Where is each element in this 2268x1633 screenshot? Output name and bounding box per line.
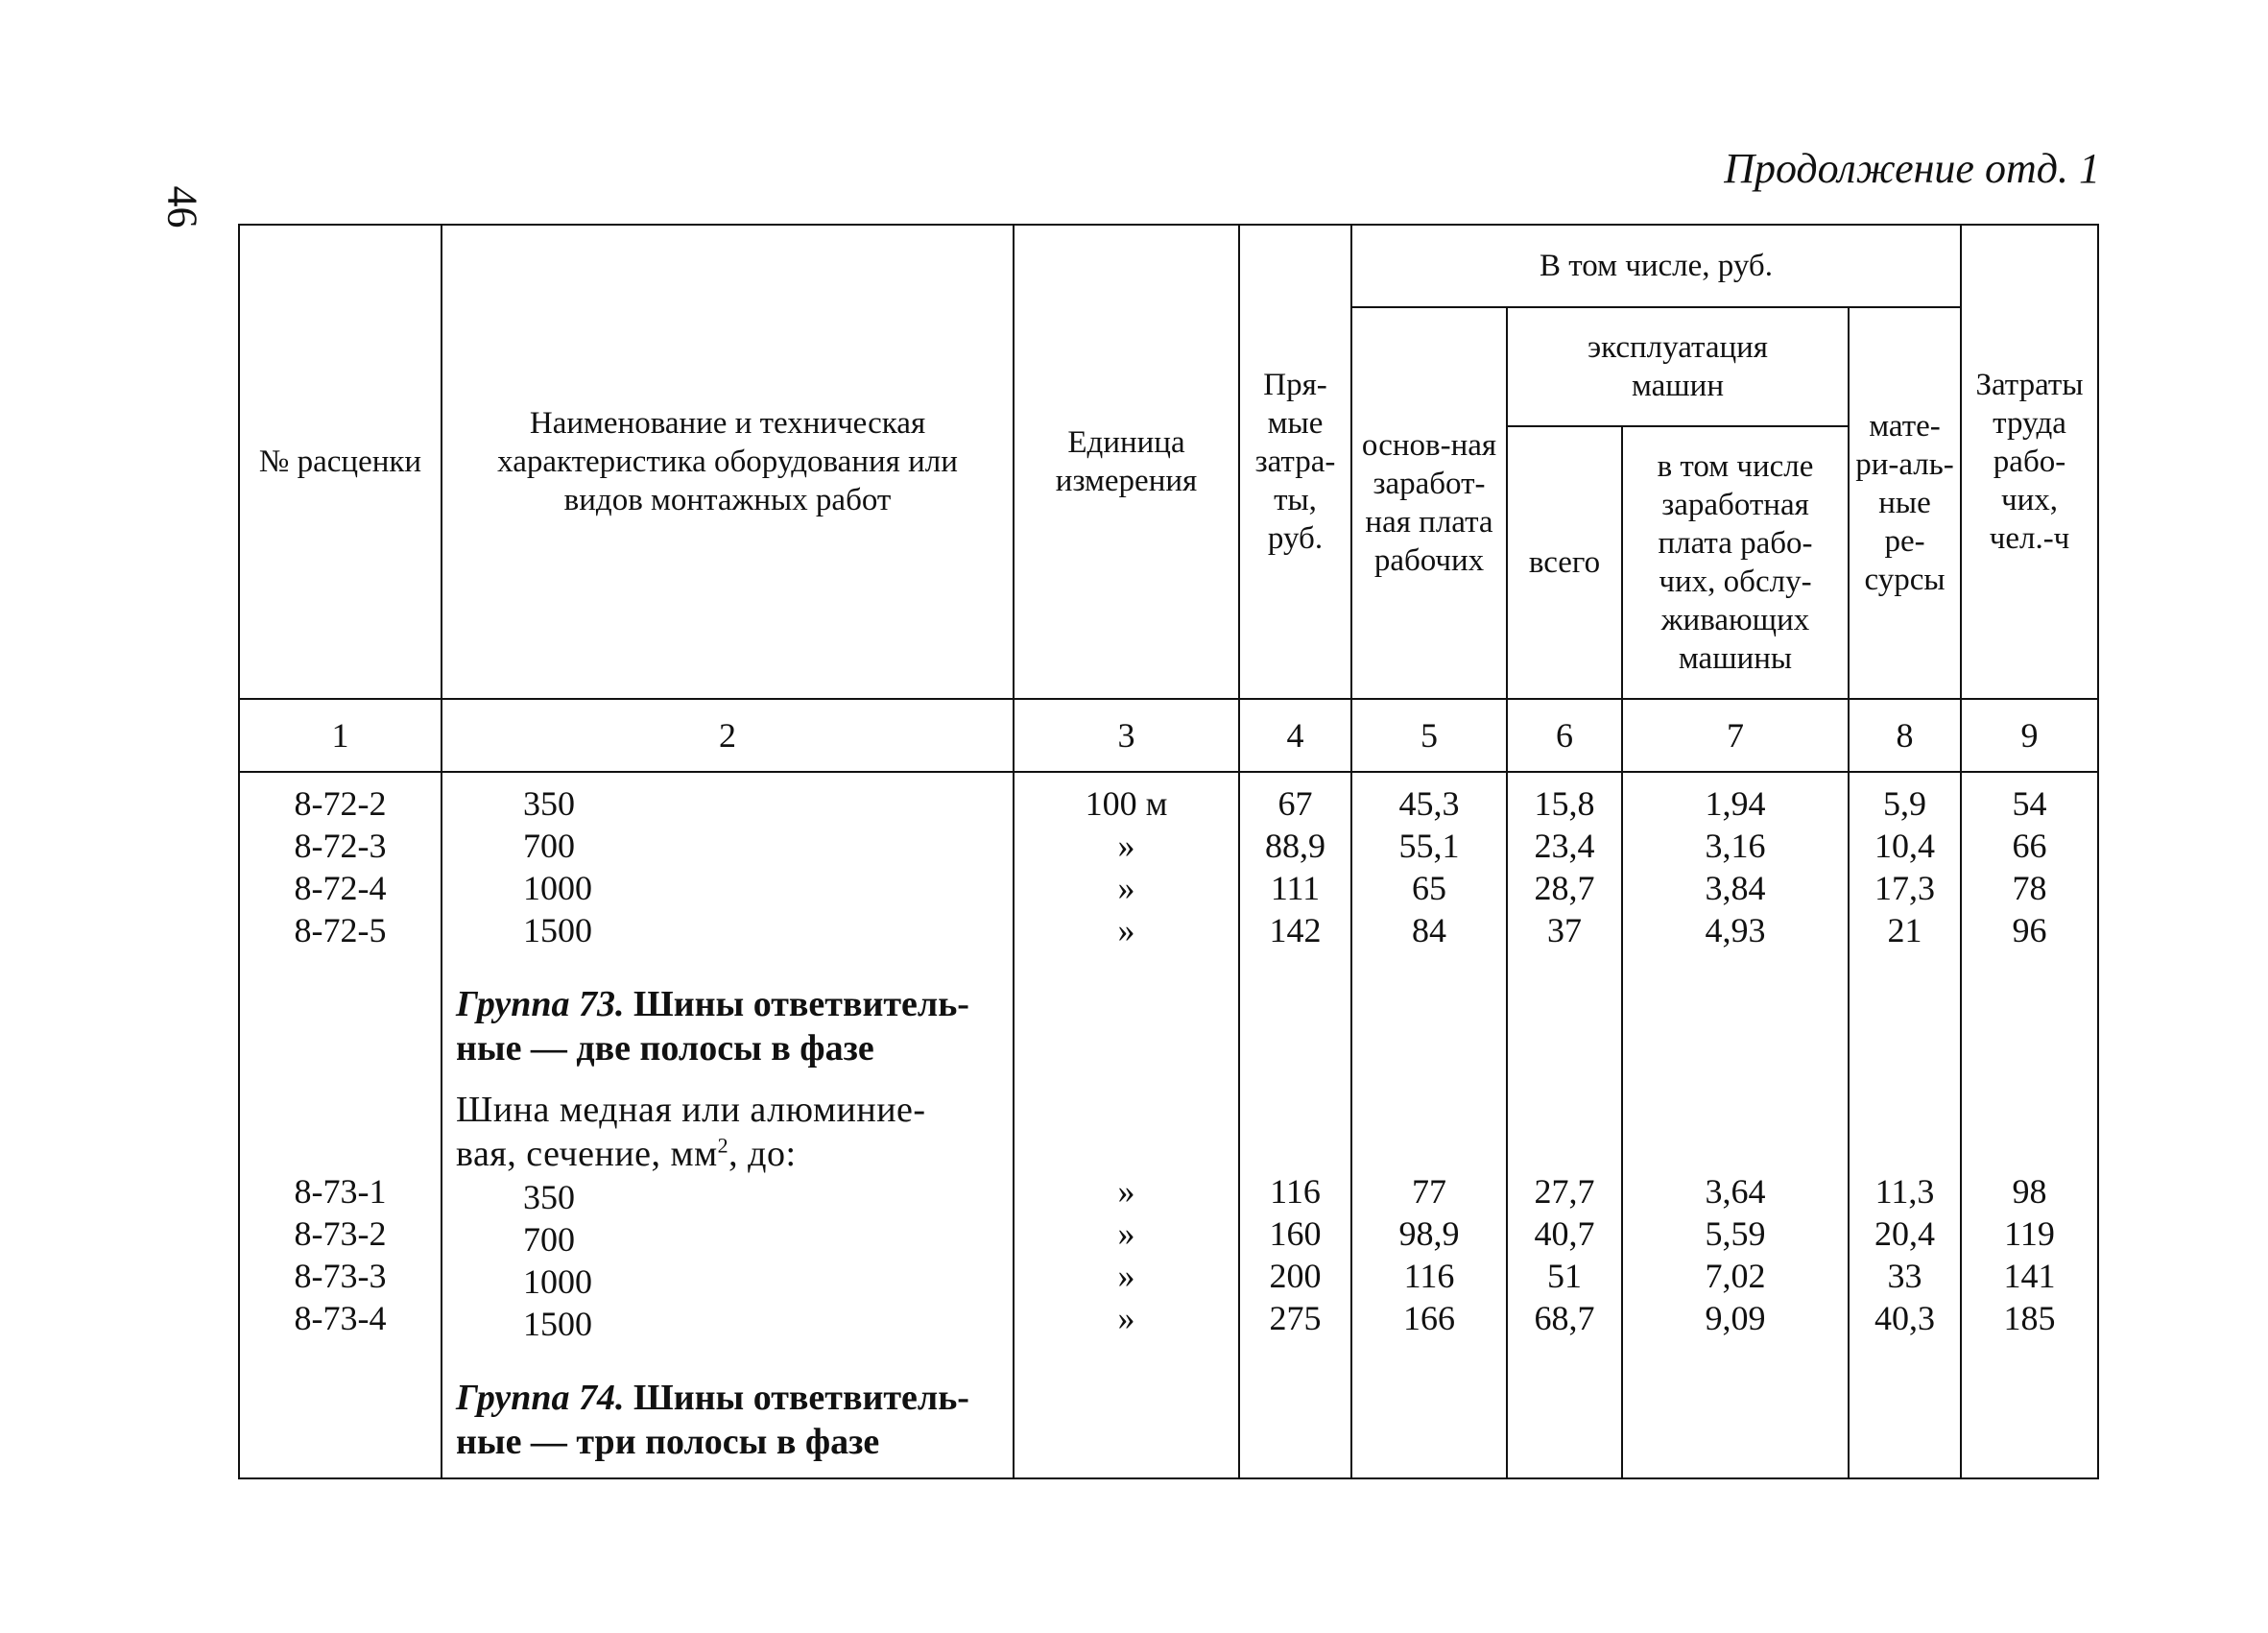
operator-wage-value: 4,93	[1705, 911, 1766, 949]
base-wage-value: 84	[1412, 911, 1446, 949]
unit-value: 100 м	[1085, 784, 1168, 823]
base-wage-column	[1351, 772, 1507, 1478]
unit-value: »	[1117, 911, 1135, 949]
name-column	[442, 772, 1014, 1478]
cross-section-value: 700	[523, 827, 575, 865]
group-73-heading	[456, 980, 1013, 1070]
rate-code: 8-72-4	[294, 869, 387, 907]
materials-value: 20,4	[1874, 1214, 1935, 1253]
column-number: 1	[239, 699, 442, 772]
direct-cost-value: 200	[1269, 1257, 1322, 1295]
group-label: Группа 74.	[456, 1378, 625, 1418]
column-number: 4	[1239, 699, 1351, 772]
machine-total-value: 27,7	[1534, 1172, 1595, 1211]
unit-value: »	[1117, 1172, 1135, 1211]
note-text: , до:	[728, 1134, 797, 1174]
operator-wage-value: 3,16	[1705, 827, 1766, 865]
direct-cost-value: 160	[1269, 1214, 1322, 1253]
materials-column	[1849, 772, 1961, 1478]
machine-total-value: 40,7	[1534, 1214, 1595, 1253]
direct-cost-value: 116	[1270, 1172, 1321, 1211]
base-wage-value: 77	[1412, 1172, 1446, 1211]
operator-wage-value: 9,09	[1705, 1299, 1766, 1337]
operator-wage-value: 7,02	[1705, 1257, 1766, 1295]
labor-cost-value: 54	[2012, 784, 2047, 823]
machine-total-value: 68,7	[1534, 1299, 1595, 1337]
base-wage-value: 98,9	[1398, 1214, 1460, 1253]
column-number: 5	[1351, 699, 1507, 772]
operator-wage-value: 3,64	[1705, 1172, 1766, 1211]
cross-section-value: 700	[523, 1220, 575, 1259]
header-rate-number: № расценки	[239, 225, 442, 699]
direct-cost-value: 142	[1269, 911, 1322, 949]
note-superscript: 2	[717, 1133, 729, 1158]
unit-value: »	[1117, 869, 1135, 907]
base-wage-value: 55,1	[1398, 827, 1460, 865]
machine-total-value: 23,4	[1534, 827, 1595, 865]
column-number: 2	[442, 699, 1014, 772]
group-title: ные — три полосы в фазе	[456, 1422, 880, 1462]
direct-costs-column	[1239, 772, 1351, 1478]
column-number: 6	[1507, 699, 1622, 772]
cross-section-value: 1000	[523, 869, 592, 907]
materials-value: 21	[1887, 911, 1922, 949]
operator-wage-column	[1622, 772, 1849, 1478]
header-name: Наименование и техническая характеристика оборудования или видов монтажных работ	[442, 225, 1014, 699]
direct-cost-value: 88,9	[1265, 827, 1325, 865]
column-number: 3	[1014, 699, 1239, 772]
header-direct-costs: Пря-мые затра-ты, руб.	[1239, 225, 1351, 699]
unit-value: »	[1117, 1257, 1135, 1295]
direct-cost-value: 111	[1270, 869, 1321, 907]
direct-cost-value: 275	[1269, 1299, 1322, 1337]
machine-total-value: 28,7	[1534, 869, 1595, 907]
base-wage-value: 166	[1403, 1299, 1455, 1337]
column-number: 9	[1961, 699, 2098, 772]
page-number: 46	[158, 185, 206, 228]
machine-total-value: 51	[1547, 1257, 1582, 1295]
machine-total-column	[1507, 772, 1622, 1478]
operator-wage-value: 1,94	[1705, 784, 1766, 823]
column-numbers-row	[239, 699, 2098, 772]
column-number: 7	[1622, 699, 1849, 772]
header-machine-operation: эксплуатация машин	[1507, 307, 1849, 426]
labor-cost-value: 96	[2012, 911, 2047, 949]
cross-section-value: 350	[523, 784, 575, 823]
rate-code: 8-72-5	[294, 911, 387, 949]
labor-cost-value: 66	[2012, 827, 2047, 865]
unit-value: »	[1117, 1299, 1135, 1337]
header-operator-wage: в том числе заработная плата рабо-чих, обслу-живающих машины	[1622, 426, 1849, 699]
group-title: Шины ответвитель-	[633, 984, 969, 1024]
labor-cost-value: 185	[2003, 1299, 2056, 1337]
labor-cost-value: 98	[2012, 1172, 2047, 1211]
labor-costs-column	[1961, 772, 2098, 1478]
group-73-note	[456, 1070, 1013, 1176]
operator-wage-value: 3,84	[1705, 869, 1766, 907]
operator-wage-value: 5,59	[1705, 1214, 1766, 1253]
rate-code: 8-73-3	[294, 1257, 387, 1295]
rate-code: 8-73-2	[294, 1214, 387, 1253]
labor-cost-value: 78	[2012, 869, 2047, 907]
group-74-heading	[456, 1374, 1013, 1477]
continuation-heading: Продолжение отд. 1	[1724, 145, 2100, 192]
rate-code: 8-73-1	[294, 1172, 387, 1211]
rates-table	[238, 224, 2099, 1479]
base-wage-value: 45,3	[1398, 784, 1460, 823]
note-text: Шина медная или алюминие-	[456, 1090, 926, 1130]
base-wage-value: 65	[1412, 869, 1446, 907]
materials-value: 11,3	[1874, 1172, 1935, 1211]
group-label: Группа 73.	[456, 984, 625, 1024]
base-wage-value: 116	[1403, 1257, 1455, 1295]
table-body-row	[239, 772, 2098, 1478]
rate-code: 8-72-2	[294, 784, 387, 823]
materials-value: 40,3	[1874, 1299, 1935, 1337]
cross-section-value: 1500	[523, 911, 592, 949]
column-number: 8	[1849, 699, 1961, 772]
header-base-wage: основ-ная заработ-ная плата рабочих	[1351, 307, 1507, 699]
header-materials: мате-ри-аль-ные ре-сурсы	[1849, 307, 1961, 699]
cross-section-value: 1000	[523, 1262, 592, 1301]
rate-code-column	[239, 772, 442, 1478]
labor-cost-value: 141	[2003, 1257, 2056, 1295]
materials-value: 17,3	[1874, 869, 1935, 907]
unit-value: »	[1117, 1214, 1135, 1253]
machine-total-value: 15,8	[1534, 784, 1595, 823]
labor-cost-value: 119	[2004, 1214, 2055, 1253]
cross-section-value: 1500	[523, 1305, 592, 1343]
header-total: всего	[1507, 426, 1622, 699]
group-title: ные — две полосы в фазе	[456, 1028, 874, 1069]
group-title: Шины ответвитель-	[633, 1378, 969, 1418]
unit-value: »	[1117, 827, 1135, 865]
rate-code: 8-73-4	[294, 1299, 387, 1337]
cross-section-value: 350	[523, 1178, 575, 1216]
machine-total-value: 37	[1547, 911, 1582, 949]
materials-value: 5,9	[1883, 784, 1926, 823]
note-text: вая, сечение, мм	[456, 1134, 718, 1174]
header-including: В том числе, руб.	[1351, 225, 1961, 307]
rate-code: 8-72-3	[294, 827, 387, 865]
header-labor-costs: Затраты труда рабо-чих, чел.-ч	[1961, 225, 2098, 699]
header-unit: Единица измерения	[1014, 225, 1239, 699]
unit-column	[1014, 772, 1239, 1478]
direct-cost-value: 67	[1277, 784, 1313, 823]
materials-value: 10,4	[1874, 827, 1935, 865]
materials-value: 33	[1887, 1257, 1922, 1295]
